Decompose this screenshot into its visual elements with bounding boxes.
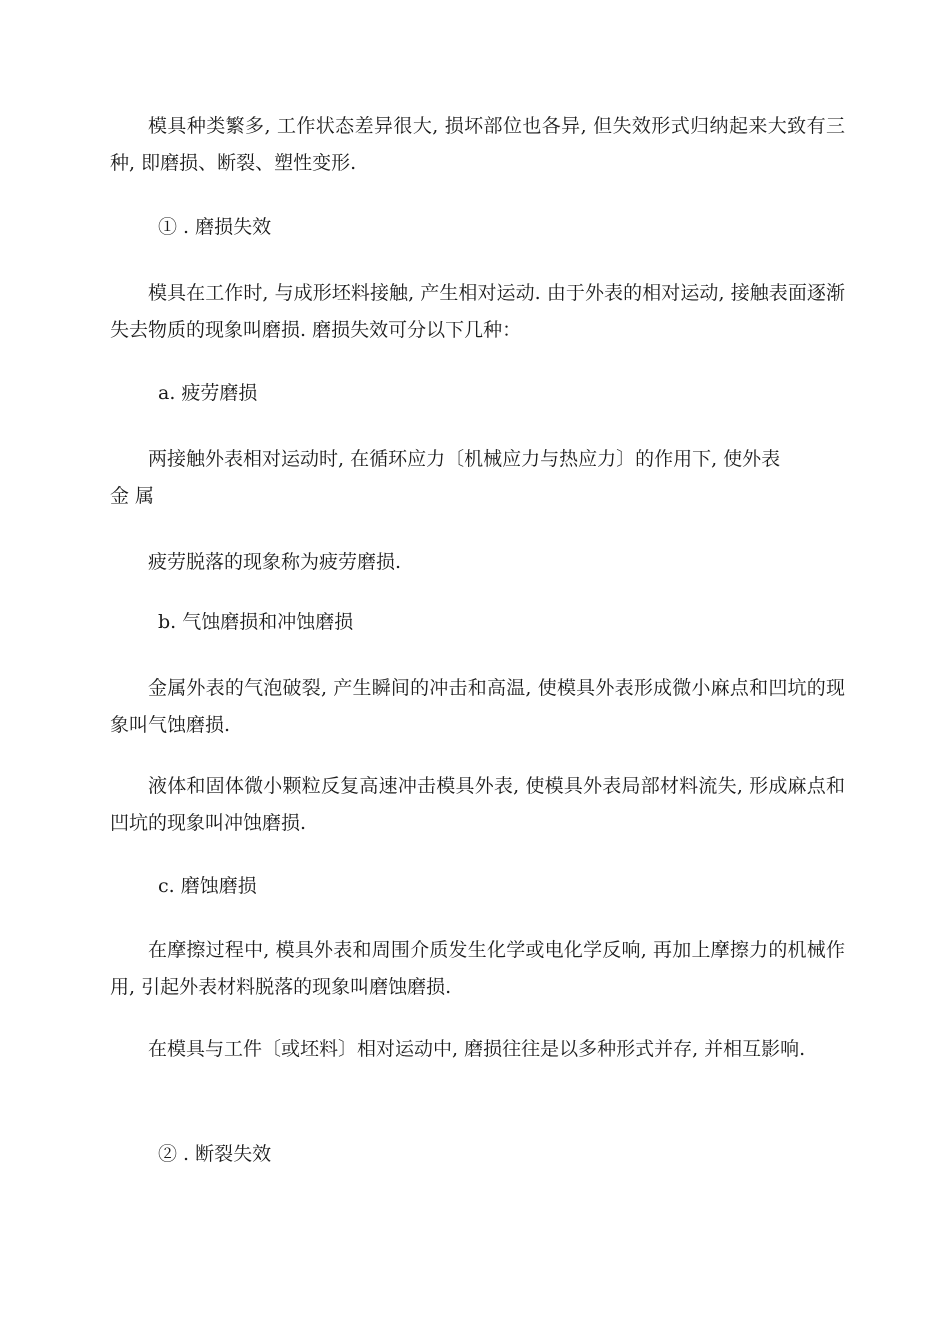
heading-fatigue-wear: a. 疲劳磨损 [158,382,258,404]
paragraph-cavitation-wear: 金属外表的气泡破裂, 产生瞬间的冲击和高温, 使模具外表形成微小麻点和凹坑的现象叫气蚀磨损. [110,677,845,736]
paragraph-combined-wear: 在模具与工件〔或坯料〕相对运动中, 磨损往往是以多种形式并存, 并相互影响. [148,1038,806,1060]
paragraph-intro: 模具种类繁多, 工作状态差异很大, 损坏部位也各异, 但失效形式归纳起来大致有三种, 即磨损、断裂、塑性变形. [110,115,845,174]
heading-wear-failure: ① . 磨损失效 [158,216,272,238]
paragraph-fatigue-line-2: 金 属 [110,485,155,507]
heading-fracture-failure: ② . 断裂失效 [158,1143,272,1165]
paragraph-fatigue-line-1: 两接触外表相对运动时, 在循环应力〔机械应力与热应力〕的作用下, 使外表 [148,448,781,470]
paragraph-corrosive-wear: 在摩擦过程中, 模具外表和周围介质发生化学或电化学反响, 再加上摩擦力的机械作用, 引起外表材料脱落的现象叫磨蚀磨损. [110,939,845,998]
paragraph-wear-definition: 模具在工作时, 与成形坯料接触, 产生相对运动. 由于外表的相对运动, 接触表面逐渐失去物质的现象叫磨损. 磨损失效可分以下几种： [110,282,845,341]
heading-cavitation-erosion-wear: b. 气蚀磨损和冲蚀磨损 [158,611,354,633]
heading-corrosive-wear: c. 磨蚀磨损 [158,875,257,897]
paragraph-fatigue-definition: 疲劳脱落的现象称为疲劳磨损. [148,551,402,573]
paragraph-erosion-wear: 液体和固体微小颗粒反复高速冲击模具外表, 使模具外表局部材料流失, 形成麻点和凹坑的现象叫冲蚀磨损. [110,775,845,834]
